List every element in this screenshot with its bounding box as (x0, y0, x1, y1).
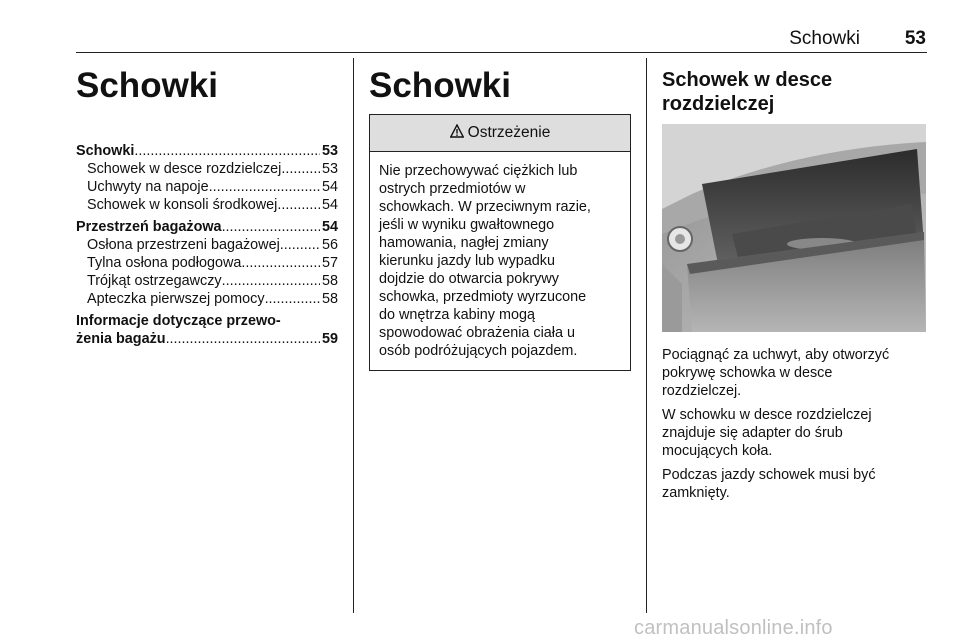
toc-entry-oslona-przestrzeni[interactable] (76, 236, 338, 254)
subsection-heading (662, 68, 926, 116)
toc-entry-page: 56 (321, 237, 338, 253)
subsection-heading-line2: rozdzielczej (662, 93, 775, 115)
toc-column (76, 66, 338, 348)
warning-line: schowkach. W przeciwnym razie, (379, 199, 591, 215)
toc-leader (277, 196, 320, 214)
warning-line: osób podróżujących pojazdem. (379, 343, 578, 359)
toc-entry-page: 53 (321, 161, 338, 177)
toc-entry-label: Apteczka pierwszej pomocy (87, 291, 265, 307)
warning-line: do wnętrza kabiny mogą (379, 307, 535, 323)
toc-entry-schowek-w-desce[interactable] (76, 160, 338, 178)
toc-entry-label: Schowek w desce rozdzielczej (87, 161, 282, 177)
paragraph-1 (662, 346, 926, 400)
watermark: carmanualsonline.info (634, 617, 833, 639)
paragraph-line: mocujących koła. (662, 443, 773, 459)
header-rule (76, 52, 927, 53)
paragraph-line: pokrywę schowka w desce (662, 365, 833, 381)
toc-entry-apteczka[interactable] (76, 290, 338, 308)
toc-leader (134, 142, 320, 160)
paragraph-line: znajduje się adapter do śrub (662, 425, 843, 441)
toc-leader (222, 218, 320, 236)
warning-line: ostrych przedmiotów w (379, 181, 526, 197)
warning-title: Ostrzeżenie (467, 124, 551, 141)
toc-entry-page: 59 (321, 331, 338, 347)
warning-header (370, 115, 630, 152)
toc-leader (209, 178, 320, 196)
warning-line: Nie przechowywać ciężkich lub (379, 163, 578, 179)
section-heading: Schowki (369, 66, 511, 105)
toc-entry-przestrzen-bagazowa[interactable] (76, 218, 338, 236)
toc-entry-page: 58 (321, 291, 338, 307)
paragraph-3 (662, 466, 926, 502)
column-divider-right (646, 58, 647, 613)
toc-entry-page: 54 (321, 179, 338, 195)
toc-entry-line2 (76, 330, 338, 348)
toc-leader (265, 290, 320, 308)
warning-line: schowka, przedmioty wyrzucone (379, 289, 587, 305)
toc-entry-tylna-oslona[interactable] (76, 254, 338, 272)
toc-entry-uchwyty[interactable] (76, 178, 338, 196)
warning-line: hamowania, nagłej zmiany (379, 235, 549, 251)
toc-entry-label: Trójkąt ostrzegawczy (87, 273, 222, 289)
toc-entry-schowki[interactable] (76, 142, 338, 160)
paragraph-2 (662, 406, 926, 460)
paragraph-line: Podczas jazdy schowek musi być (662, 467, 876, 483)
toc-entry-page: 57 (321, 255, 338, 271)
paragraph-line: zamknięty. (662, 485, 730, 501)
warning-line: spowodować obrażenia ciała u (379, 325, 575, 341)
subsection-heading-line1: Schowek w desce (662, 69, 833, 91)
toc-entry-schowek-w-konsoli[interactable] (76, 196, 338, 214)
toc-leader (280, 236, 320, 254)
toc-entry-label: Osłona przestrzeni bagażowej (87, 237, 280, 253)
paragraph-line: rozdzielczej. (662, 383, 742, 399)
warning-line: kierunku jazdy lub wypadku (379, 253, 555, 269)
warning-triangle-icon (450, 124, 464, 143)
toc-entry-label-line2: żenia bagażu (76, 331, 166, 347)
toc-entry-label: Schowek w konsoli środkowej (87, 197, 278, 213)
column-divider-left (353, 58, 354, 613)
toc-entry-page: 53 (321, 143, 338, 159)
toc-entry-label: Schowki (76, 143, 135, 159)
toc-entry-page: 54 (321, 219, 338, 235)
middle-column (369, 66, 631, 371)
toc-entry-page: 54 (321, 197, 338, 213)
warning-text (370, 152, 630, 370)
warning-line: dojdzie do otwarcia pokrywy (379, 271, 559, 287)
warning-line: jeśli w wyniku gwałtownego (379, 217, 555, 233)
toc-entry-informacje[interactable] (76, 312, 338, 348)
toc-leader (166, 330, 320, 348)
toc-entry-label: Uchwyty na napoje (87, 179, 209, 195)
toc-entry-page: 58 (321, 273, 338, 289)
toc-list (76, 142, 338, 348)
toc-entry-trojkat[interactable] (76, 272, 338, 290)
toc-entry-label: Przestrzeń bagażowa (76, 219, 222, 235)
toc-leader (281, 160, 320, 178)
running-header-title: Schowki (789, 28, 860, 49)
warning-box (369, 114, 631, 371)
toc-entry-label: Tylna osłona podłogowa (87, 255, 242, 271)
page-number: 53 (904, 28, 926, 49)
paragraph-line: Pociągnąć za uchwyt, aby otworzyć (662, 347, 890, 363)
paragraph-line: W schowku w desce rozdzielczej (662, 407, 872, 423)
toc-heading: Schowki (76, 66, 218, 105)
right-column (662, 68, 926, 508)
glovebox-photo (662, 124, 926, 332)
toc-leader (241, 254, 320, 272)
toc-leader (222, 272, 320, 290)
toc-entry-label-line1: Informacje dotyczące przewo- (76, 313, 281, 329)
